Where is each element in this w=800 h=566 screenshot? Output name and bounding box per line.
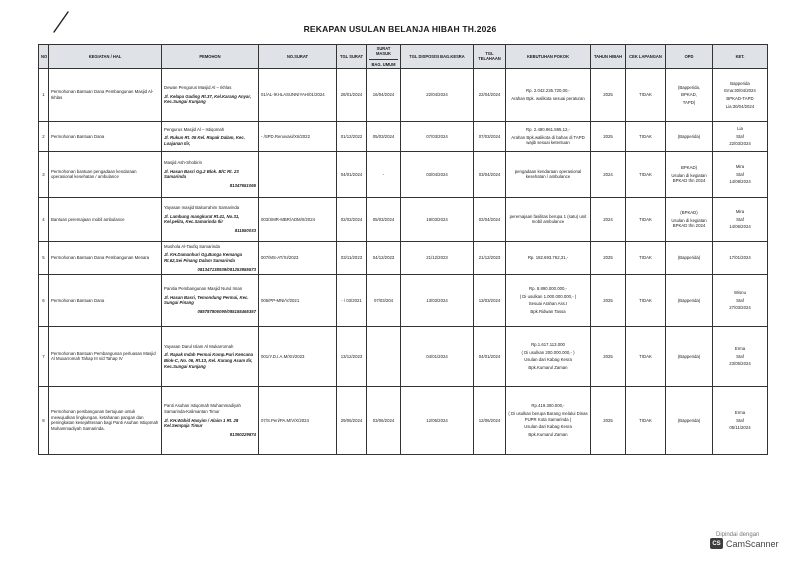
cell-no: 6 (39, 274, 49, 326)
watermark-brand-name: CamScanner (726, 538, 779, 549)
header-ket: KET. (713, 45, 768, 69)
cell-bag-umum: 03/06/2024 (367, 386, 401, 454)
cell-tahun-hibah: 2025 (591, 386, 626, 454)
cell-kebutuhan (506, 151, 591, 197)
pemohon-address: Jl. Rapak Indah Permai Komp.Puri Kencana Blok-C, No. 06, Rt.13, Kel. Karang Asam Ilir, Kec.Sungai Kunjang (164, 352, 254, 369)
cell-pemohon (162, 68, 259, 121)
cell-opd-line: BPKAD) (681, 165, 697, 171)
cell-tgl-surat: 02/02/2024 (337, 197, 367, 241)
pemohon-address: Jl. KH.Wahid Hasyim / Alaim 1 Rt. 28 Kel.Sempaja Timur (164, 417, 239, 429)
pemohon-name: Mushola Al-Taufiq Samarinda (164, 243, 220, 249)
cell-no-surat: 005/PP-MNI/V/2021 (259, 274, 337, 326)
cell-no-surat: 003/SMR-MBR/ADM/II/2024 (259, 197, 337, 241)
cell-tgl-surat: 03/11/2023 (337, 241, 367, 274)
cell-kebutuhan-line: Bpk.Ridwan Tassa (530, 309, 566, 315)
cell-opd (666, 274, 713, 326)
cell-tgl-surat: 04/01/2024 (337, 151, 367, 197)
cell-kegiatan: Permohonan Bantuan Dana Pembangunan Menara (49, 241, 162, 274)
header-tgl-telahaan: TGL TELAHAAN (474, 45, 506, 69)
cell-no-surat: 007/MS-AT/XI/2023 (259, 241, 337, 274)
cell-kebutuhan-line: Rp.1.617.113.000 (531, 342, 565, 348)
cell-tahun-hibah: 2024 (591, 197, 626, 241)
header-cek-lapangan: CEK LAPANGAN (626, 45, 666, 69)
cell-kegiatan: Permohonan Bantuan Pembangunan perluasan Masjid Al Muxarromah Tahap III s/d Tahap IV (49, 326, 162, 386)
table-header-row (39, 45, 768, 69)
table-row (39, 326, 768, 386)
cell-kebutuhan (506, 197, 591, 241)
cell-tahun-hibah: 2025 (591, 274, 626, 326)
cell-ket-line: Staf (736, 133, 744, 139)
cell-kegiatan: Bantuan peremajaan mobil ambulance (49, 197, 162, 241)
header-surat-masuk (367, 45, 401, 69)
cell-bag-umum: 16/04/2024 (367, 68, 401, 121)
header-opd: OPD (666, 45, 713, 69)
cell-tahun-hibah: 2025 (591, 326, 626, 386)
cell-no-surat: 001/Y.D.I.A.M/XII/2023 (259, 326, 337, 386)
cell-ket-line: Staf (736, 297, 744, 303)
pemohon-name: Yayasan Darul Islam Al Mukarromah (164, 343, 234, 349)
hibah-recap-table (38, 44, 768, 455)
cell-tgl-disposisi: 21/12/2023 (401, 241, 474, 274)
cell-pemohon (162, 121, 259, 151)
cell-ket-line: 14/06/2024 (729, 224, 751, 230)
cell-kebutuhan (506, 386, 591, 454)
cell-ket-line: 22/03/2024 (729, 141, 751, 147)
cell-kegiatan: Permohonan Bantuan Dana (49, 121, 162, 151)
cell-pemohon (162, 274, 259, 326)
cell-opd-line: BPKAD, (681, 92, 697, 98)
pemohon-name: Pengurus Masjid Al – Istiqomah (164, 126, 225, 132)
cell-opd (666, 386, 713, 454)
cell-tgl-surat: 29/05/2024 (337, 386, 367, 454)
cell-ket-line: Bapperida (730, 80, 750, 86)
cell-kebutuhan-line: ( Di usulkan berupa Barang melalui Dinas PUPR Kota Samarinda ) (508, 411, 588, 422)
cell-kebutuhan-line: peremajaan fasilitas berupa 1 (satu) unit mobil ambulance (509, 213, 587, 225)
cell-kebutuhan-line: Usulan dari Kabag Kesra (524, 357, 572, 363)
table-body (39, 68, 768, 454)
cell-kebutuhan-line: ( Di usulkan 1.000.000.000,- ) (519, 293, 577, 299)
cell-no: 7 (39, 326, 49, 386)
cell-tgl-disposisi: 19/03/2024 (401, 197, 474, 241)
watermark-brand (710, 538, 786, 549)
pemohon-name: Dewan Pengurus Masjid Al – Ikhlas (164, 85, 232, 91)
cell-ket-line: Staf (736, 417, 744, 423)
cell-pemohon (162, 197, 259, 241)
cell-ket-line: 14/08/2024 (729, 179, 751, 185)
table-row (39, 241, 768, 274)
cell-ket (713, 68, 768, 121)
watermark-caption: Dipindai dengan (716, 532, 760, 538)
table-row (39, 386, 768, 454)
cell-opd (666, 68, 713, 121)
cell-kebutuhan (506, 68, 591, 121)
camscanner-logo-icon: CS (710, 538, 723, 549)
cell-opd-line: (Bapperida) (677, 297, 701, 303)
cell-ket (713, 326, 768, 386)
cell-tgl-telahaan: 02/04/2024 (474, 197, 506, 241)
cell-bag-umum (367, 326, 401, 386)
cell-ket-line: Ema:30/04/2024 (724, 88, 756, 94)
cell-ket (713, 197, 768, 241)
cell-ket (713, 274, 768, 326)
table-row (39, 121, 768, 151)
cell-opd (666, 197, 713, 241)
cell-ket-line: 23/05/2024 (729, 361, 751, 367)
cell-ket-line: BPKAD-TAPD (726, 95, 754, 101)
cell-ket-line: Mira (735, 209, 745, 215)
pemohon-address: Jl. Hasan Basri Gg.2 Blok. B/C Rt. 23 Samarinda (164, 168, 239, 180)
cell-tgl-disposisi: 03/04/2024 (401, 151, 474, 197)
cell-no: 2 (39, 121, 49, 151)
cell-opd-line: (Bapperida) (677, 133, 701, 139)
cell-opd-line: (BPKAD) (680, 210, 698, 216)
cell-cek-lapangan: TIDAK (626, 274, 666, 326)
cell-ket-line: Staf (736, 171, 744, 177)
cell-kegiatan: Permohonan Bantuan Dana Pembangunan Masjid Al-Ikhlas (49, 68, 162, 121)
cell-no: 3 (39, 151, 49, 197)
header-pemohon: PEMOHON (162, 45, 259, 69)
cell-bag-umum: 04/12/2023 (367, 241, 401, 274)
pemohon-phone: 811550033 (234, 228, 256, 234)
cell-ket-line: Staf (736, 216, 744, 222)
cell-no: 1 (39, 68, 49, 121)
cell-cek-lapangan: TIDAK (626, 68, 666, 121)
cell-no-surat (259, 151, 337, 197)
cell-ket (713, 121, 768, 151)
cell-opd (666, 121, 713, 151)
cell-cek-lapangan: TIDAK (626, 121, 666, 151)
table-row (39, 151, 768, 197)
cell-opd-line: (Bapperida) (677, 417, 701, 423)
cell-kebutuhan-line: Bpk.Kumarul Zaman (528, 431, 568, 437)
camscanner-watermark (710, 532, 786, 558)
cell-kegiatan: Permohonan pembangunan bertujuan untuk mewujudkan lingkungan, ketahanan pangan dan peningkatan kesejahteraan bagi Panti Asuhan Istiqomah Muhammadiyah Samarinda. (49, 386, 162, 454)
cell-tgl-telahaan: 07/03/2024 (474, 121, 506, 151)
cell-kebutuhan-line: Arahan Bpk.walikota di bahas di TAPD wajib sesuai ketentuan (511, 134, 585, 146)
table-row (39, 68, 768, 121)
header-tahun-hibah: TAHUN HIBAH (591, 45, 626, 69)
cell-tgl-telahaan: 22/04/2024 (474, 68, 506, 121)
cell-no: 4 (39, 197, 49, 241)
cell-tgl-surat: 01/12/2022 (337, 121, 367, 151)
cell-opd (666, 326, 713, 386)
cell-tgl-telahaan: 21/12/2023 (474, 241, 506, 274)
cell-tgl-disposisi: 13/03/2024 (401, 274, 474, 326)
cell-opd-line: Usulan di kegiatan BPKAD thn 2024 (671, 217, 707, 229)
cell-ket-line: Staf (736, 353, 744, 359)
cell-ket (713, 386, 768, 454)
cell-kebutuhan (506, 121, 591, 151)
cell-tgl-telahaan: 03/04/2024 (474, 151, 506, 197)
pemohon-address: Jl. Lambung mangkurat Rt.41, No.31, Kel.pelita, Kec.Samarinda Ilir (164, 213, 240, 225)
cell-no-surat: 01/AL-IKHLASUNNIYAH/01/2024 (259, 68, 337, 121)
pemohon-phone: 081347138939/081253955573 (197, 266, 256, 272)
cell-kebutuhan-line: Bpk.Kumarul Zaman (528, 365, 568, 371)
cell-no-surat: - /SPD.Renovasi/XII/2022 (259, 121, 337, 151)
cell-opd-line: TAPD) (682, 99, 696, 105)
pemohon-address: Jl. Hasan Basri, Temondung Permai, Kec. Sungai Pinang (164, 294, 249, 306)
cell-bag-umum: - (367, 151, 401, 197)
cell-kegiatan: Permohonan bantuan pengadaan kendaraan operasional kesehatan / ambulance (49, 151, 162, 197)
cell-ket-line: Erma (734, 410, 746, 416)
header-kegiatan: KEGIATAN / HAL (49, 45, 162, 69)
cell-kebutuhan-line: Rp. 2.490.961.595,12,- (526, 127, 570, 133)
pemohon-phone: 085787806090/085155465357 (197, 309, 256, 315)
cell-kebutuhan-line: Rp. 2.042.235.720,00,- (526, 88, 570, 94)
cell-pemohon (162, 326, 259, 386)
cell-tahun-hibah: 2025 (591, 68, 626, 121)
cell-ket-line: Wisnu (734, 290, 746, 296)
header-no: NO (39, 45, 49, 69)
cell-kebutuhan-line: pengadaan kendaraan operasional kesehatan / ambulance (514, 168, 582, 180)
cell-opd-line: (Bapperida) (677, 255, 701, 261)
cell-cek-lapangan: TIDAK (626, 151, 666, 197)
cell-kegiatan: Permohonan Bantuan Dana (49, 274, 162, 326)
pemohon-name: Panti Asuhan Istiqomah Muhammadiyah Samarinda-Kalimantan Timur (164, 403, 241, 415)
cell-ket (713, 241, 768, 274)
pemohon-name: Yayasan masjid Baiturrahim Samarinda (164, 205, 240, 211)
cell-ket-line: Erma (734, 346, 746, 352)
cell-tgl-disposisi: 04/01/2024 (401, 326, 474, 386)
cell-opd-line: (Bapperida, (677, 84, 701, 90)
cell-tgl-disposisi: 12/06/2024 (401, 386, 474, 454)
pemohon-name: Panitia Pembangunan Masjid Nurul Iman (164, 286, 243, 292)
cell-bag-umum: 05/03/2024 (367, 121, 401, 151)
cell-kebutuhan (506, 326, 591, 386)
pemohon-address: Jl. Rukun Rt. 05 Kel. Rapak Dalam, Kec. Loajanan Ilir, (164, 135, 245, 146)
pemohon-phone: 81347651065 (229, 183, 256, 189)
cell-tgl-telahaan: 04/01/2024 (474, 326, 506, 386)
cell-pemohon (162, 241, 259, 274)
cell-cek-lapangan: TIDAK (626, 241, 666, 274)
cell-cek-lapangan: TIDAK (626, 197, 666, 241)
cell-kebutuhan-line: Rp. 182.693.762,31,- (527, 255, 569, 261)
cell-ket-line: Lia (737, 126, 743, 132)
cell-ket-line: 17/01/2024 (729, 255, 751, 261)
cell-cek-lapangan: TIDAK (626, 386, 666, 454)
cell-ket-line: 27/03/2024 (729, 305, 751, 311)
cell-opd-line: (Bapperida) (677, 353, 701, 359)
cell-kebutuhan (506, 241, 591, 274)
cell-tgl-surat: - / 03/2021 (337, 274, 367, 326)
cell-bag-umum: 07/03/204 (367, 274, 401, 326)
cell-tahun-hibah: 2024 (591, 151, 626, 197)
pemohon-phone: 81390229874 (229, 431, 256, 437)
cell-kebutuhan-line: Rp.419.300.000,- (531, 403, 565, 409)
cell-tgl-telahaan: 13/03/2024 (474, 274, 506, 326)
cell-cek-lapangan: TIDAK (626, 326, 666, 386)
cell-no: 5 (39, 241, 49, 274)
cell-ket-line: Mira (735, 164, 745, 170)
cell-opd (666, 241, 713, 274)
document-title: REKAPAN USULAN BELANJA HIBAH TH.2026 (303, 24, 497, 34)
cell-bag-umum: 05/03/2024 (367, 197, 401, 241)
cell-tgl-disposisi: 22/04/2024 (401, 68, 474, 121)
cell-kebutuhan-line: Usulan dari Kabag Kesra (524, 424, 572, 430)
pemohon-address: Jl. Kelapa Gading Rt.37, Kel.Karang Anyar, Kec.Sungai Kunjang (164, 93, 251, 105)
cell-no-surat: 07/S.Peri/PA.M/V/X/2024 (259, 386, 337, 454)
cell-no: 8 (39, 386, 49, 454)
header-kebutuhan: KEBUTUHAN POKOK (506, 45, 591, 69)
header-tgl-surat: TGL SURAT (337, 45, 367, 69)
pemohon-name: Masjid Ash-Shobirin (164, 160, 202, 166)
cell-pemohon (162, 151, 259, 197)
header-no-surat: NO.SURAT (259, 45, 337, 69)
cell-kebutuhan-line: ( Di usulkan 200.000.000,- ) (521, 349, 575, 355)
cell-kebutuhan-line: Arahan Bpk. walikota sesuai peraturan (511, 95, 585, 101)
cell-pemohon (162, 386, 259, 454)
header-surat-masuk-label: SURAT MASUK (369, 46, 398, 60)
table-row (39, 274, 768, 326)
cell-kebutuhan (506, 274, 591, 326)
cell-tgl-telahaan: 12/06/2024 (474, 386, 506, 454)
cell-opd-line: Usulan di kegiatan BPKAD thn 2024 (671, 172, 707, 184)
cell-tgl-surat: 13/12/2023 (337, 326, 367, 386)
cell-ket-line: Lia:30/04/2024 (725, 103, 755, 109)
table-row (39, 197, 768, 241)
header-bag-umum-label: BAG. UMUM (371, 61, 396, 67)
cell-kebutuhan-line: Rp. 8.890.000.000,- (529, 286, 567, 292)
cell-ket (713, 151, 768, 197)
header-tgl-disposisi: TGL DISPOSISI BAG.KESRA (401, 45, 474, 69)
cell-kebutuhan-line: Sesuai Arahan Ass.I (528, 301, 568, 307)
cell-opd (666, 151, 713, 197)
cell-tahun-hibah: 2025 (591, 121, 626, 151)
cell-tgl-surat: 28/01/2024 (337, 68, 367, 121)
cell-tahun-hibah: 2025 (591, 241, 626, 274)
pemohon-address: Jl. KH.Damanhuri Gg.Bunga Kemanga Rt.62,Sei Pinang Dalam Samarinda (164, 252, 243, 263)
cell-tgl-disposisi: 07/03/2024 (401, 121, 474, 151)
cell-ket-line: 05/11/2024 (729, 425, 751, 431)
